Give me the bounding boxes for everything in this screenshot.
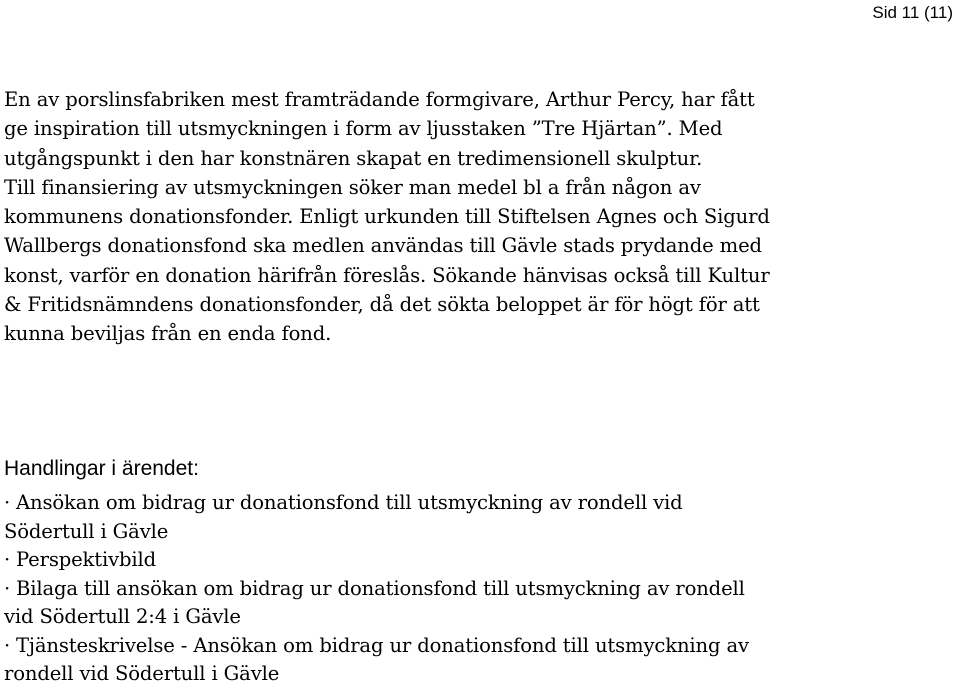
- paragraph-line: kommunens donationsfonder. Enligt urkunden till Stiftelsen Agnes och Sigurd: [4, 205, 770, 229]
- body-paragraph: [4, 85, 950, 349]
- document-title: Tjänsteskrivelse - Ansökan om bidrag ur donationsfond till utsmyckning av: [16, 633, 749, 657]
- bullet-icon: ·: [4, 633, 11, 657]
- bullet-icon: ·: [4, 576, 11, 600]
- document-title: Bilaga till ansökan om bidrag ur donationsfond till utsmyckning av rondell: [16, 576, 745, 600]
- document-title: Perspektivbild: [16, 548, 157, 571]
- document-title: Ansökan om bidrag ur donationsfond till utsmyckning av rondell vid: [16, 491, 683, 514]
- document-item: [4, 632, 950, 689]
- documents-heading: Handlingar i ärendet:: [4, 457, 199, 480]
- page-number: Sid 11 (11): [872, 3, 953, 22]
- document-item-line: [4, 489, 950, 518]
- paragraph-line: utgångspunkt i den har konstnären skapat en tredimensionell skulptur.: [4, 146, 703, 170]
- document-item: [4, 489, 950, 546]
- documents-list: [4, 489, 950, 689]
- document-item-line: vid Södertull 2:4 i Gävle: [4, 605, 241, 628]
- paragraph-line: Wallbergs donationsfond ska medlen användas till Gävle stads prydande med: [4, 234, 762, 258]
- document-item-line: rondell vid Södertull i Gävle: [4, 662, 280, 685]
- paragraph-line: kunna beviljas från en enda fond.: [4, 322, 332, 346]
- paragraph-line: konst, varför en donation härifrån föreslås. Sökande hänvisas också till Kultur: [4, 263, 770, 287]
- document-item: [4, 546, 950, 575]
- bullet-icon: ·: [4, 548, 11, 571]
- document-item-line: [4, 575, 950, 604]
- document-item-line: Södertull i Gävle: [4, 519, 169, 543]
- paragraph-line: & Fritidsnämndens donationsfonder, då det sökta beloppet är för högt för att: [4, 293, 760, 317]
- document-item-line: [4, 546, 950, 575]
- bullet-icon: ·: [4, 491, 11, 514]
- document-item-line: [4, 632, 950, 661]
- paragraph-line: En av porslinsfabriken mest framträdande formgivare, Arthur Percy, har fått: [4, 88, 755, 111]
- document-item: [4, 575, 950, 632]
- paragraph-line: Till finansiering av utsmyckningen söker man medel bl a från någon av: [4, 175, 701, 199]
- paragraph-line: ge inspiration till utsmyckningen i form av ljusstaken ”Tre Hjärtan”. Med: [4, 117, 723, 141]
